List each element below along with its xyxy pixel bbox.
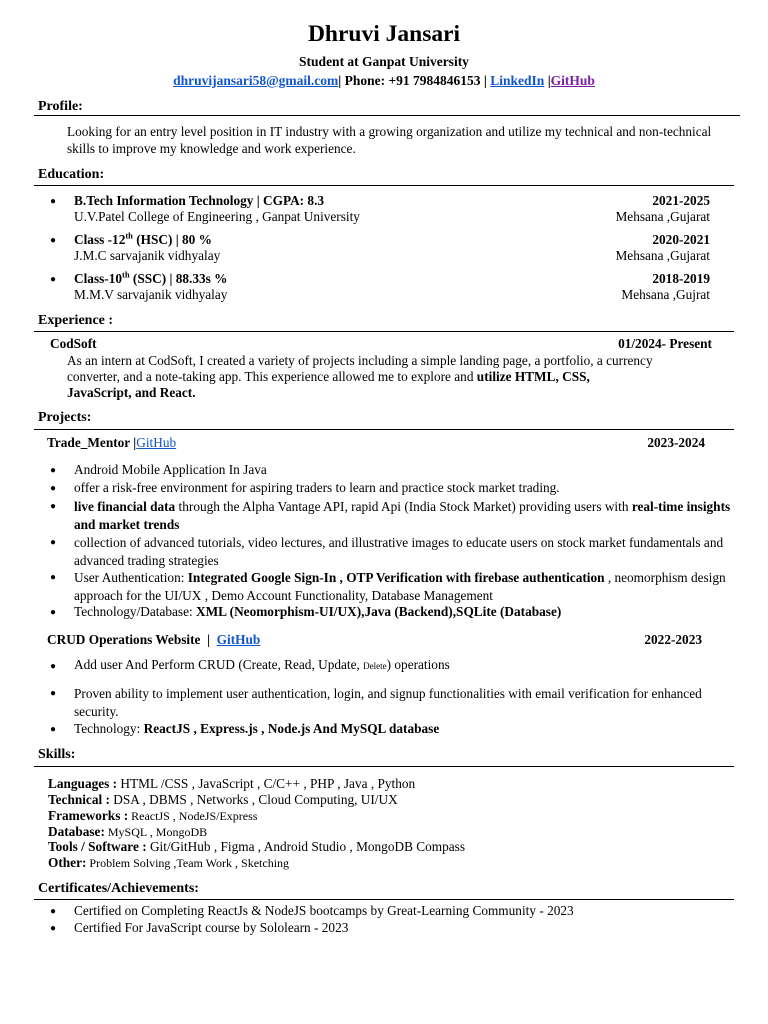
project-1-point-4: collection of advanced tutorials, video lectures, and illustrative images to educate users on stock market fundamentals and advanced trading strategies <box>74 535 724 568</box>
project-2-separator: | <box>207 632 211 647</box>
bullet: ● <box>50 274 57 285</box>
project-2-years: 2022-2023 <box>644 632 702 647</box>
certificate-2: Certified For JavaScript course by Sololearn - 2023 <box>74 920 349 935</box>
edu-3-place: Mehsana ,Gujrat <box>621 287 710 302</box>
skills-other: Other: Problem Solving ,Team Work , Sketching <box>48 855 290 870</box>
edu-1-place: Mehsana ,Gujarat <box>615 209 710 224</box>
project-2-point-1: Add user And Perform CRUD (Create, Read, Update, Delete) operations <box>74 657 450 672</box>
certificates-divider <box>34 899 734 900</box>
bullet: ● <box>50 923 57 934</box>
project-2-name: CRUD Operations Website <box>47 632 201 647</box>
project-1-separator: | <box>133 435 137 450</box>
edu-1-years: 2021-2025 <box>652 193 710 208</box>
profile-text: Looking for an entry level position in IT industry with a growing organization and utilize my technical and non-technical skills to improve my knowledge and work experience. <box>67 124 712 156</box>
skills-heading: Skills: <box>38 747 76 762</box>
experience-company: CodSoft <box>50 336 97 351</box>
bullet: ● <box>50 661 57 672</box>
phone-text: | Phone: +91 7984846153 | <box>338 73 487 88</box>
bullet: ● <box>50 196 57 207</box>
bullet: ● <box>50 607 57 618</box>
skills-tools: Tools / Software : Git/GitHub , Figma , Android Studio , MongoDB Compass <box>48 839 466 854</box>
project-1-point-6: Technology/Database: XML (Neomorphism-UI/UX),Java (Backend),SQLite (Database) <box>74 604 562 619</box>
edu-3-school: M.M.V sarvajanik vidhyalay <box>74 287 228 302</box>
projects-heading: Projects: <box>38 410 92 425</box>
bullet: ● <box>50 465 57 476</box>
project-1-point-1: Android Mobile Application In Java <box>74 462 267 477</box>
project-2-github-link[interactable]: GitHub <box>216 632 261 647</box>
edu-2-school: J.M.C sarvajanik vidhyalay <box>74 248 221 263</box>
bullet: ● <box>50 724 57 735</box>
projects-divider <box>34 429 734 430</box>
experience-divider <box>34 331 734 332</box>
certificate-1: Certified on Completing ReactJs & NodeJS bootcamps by Great-Learning Community - 2023 <box>74 903 574 918</box>
bullet: ● <box>50 572 57 583</box>
contact-line <box>0 73 768 89</box>
bullet: ● <box>50 906 57 917</box>
tagline: Student at Ganpat University <box>299 54 469 69</box>
project-1-point-5: User Authentication: Integrated Google Sign-In , OTP Verification with firebase authentication , neomorphism design approach for the UI/UX , Demo Account Functionality, Database Management <box>74 570 726 603</box>
project-1-point-3: live financial data through the Alpha Vantage API, rapid Api (India Stock Market) providing users with real-time insights and market trends <box>74 499 731 532</box>
profile-divider <box>34 115 740 116</box>
certificates-heading: Certificates/Achievements: <box>38 881 199 896</box>
email-link[interactable]: dhruvijansari58@gmail.com <box>173 73 339 88</box>
linkedin-link[interactable]: LinkedIn <box>490 73 545 88</box>
github-link[interactable]: GitHub <box>550 73 595 88</box>
project-1-name: Trade_Mentor <box>47 435 130 450</box>
project-1-github-link[interactable]: GitHub <box>136 435 177 450</box>
bullet: ● <box>50 501 57 512</box>
skills-languages: Languages : HTML /CSS , JavaScript , C/C++ , PHP , Java , Python <box>48 776 416 791</box>
edu-3-title: Class-10th (SSC) | 88.33s % <box>74 269 228 286</box>
edu-3-years: 2018-2019 <box>652 271 710 286</box>
experience-heading: Experience : <box>38 313 114 328</box>
skills-divider <box>34 766 734 767</box>
bullet: ● <box>50 537 57 548</box>
project-1-years: 2023-2024 <box>647 435 705 450</box>
bullet: ● <box>50 483 57 494</box>
contact-separator: | <box>547 73 551 88</box>
profile-heading: Profile: <box>38 99 83 114</box>
skills-frameworks: Frameworks : ReactJS , NodeJS/Express <box>48 808 258 823</box>
project-2-point-3: Technology: ReactJS , Express.js , Node.js And MySQL database <box>74 721 440 736</box>
edu-2-place: Mehsana ,Gujarat <box>615 248 710 263</box>
bullet: ● <box>50 688 57 699</box>
edu-2-title: Class -12th (HSC) | 80 % <box>74 230 212 247</box>
bullet: ● <box>50 235 57 246</box>
project-2-title <box>47 632 260 648</box>
candidate-name: Dhruvi Jansari <box>307 21 461 47</box>
experience-text: As an intern at CodSoft, I created a variety of projects including a simple landing page, a portfolio, a currency converter, and a note-taking app. This experience allowed me to explore and utilize HTML, CSS, JavaScript, and React. <box>67 353 653 400</box>
education-divider <box>34 185 734 186</box>
edu-2-years: 2020-2021 <box>652 232 710 247</box>
project-2-point-2: Proven ability to implement user authentication, login, and signup functionalities with email verification for enhanced security. <box>74 686 702 719</box>
project-1-title <box>47 435 176 451</box>
edu-1-title: B.Tech Information Technology | CGPA: 8.3 <box>74 193 325 208</box>
project-1-point-2: offer a risk-free environment for aspiring traders to learn and practice stock market trading. <box>74 480 560 495</box>
experience-dates: 01/2024- Present <box>618 336 712 351</box>
skills-technical: Technical : DSA , DBMS , Networks , Cloud Computing, UI/UX <box>48 792 398 807</box>
education-heading: Education: <box>38 167 105 182</box>
edu-1-school: U.V.Patel College of Engineering , Ganpat University <box>74 209 360 224</box>
skills-database: Database: MySQL , MongoDB <box>48 824 208 839</box>
